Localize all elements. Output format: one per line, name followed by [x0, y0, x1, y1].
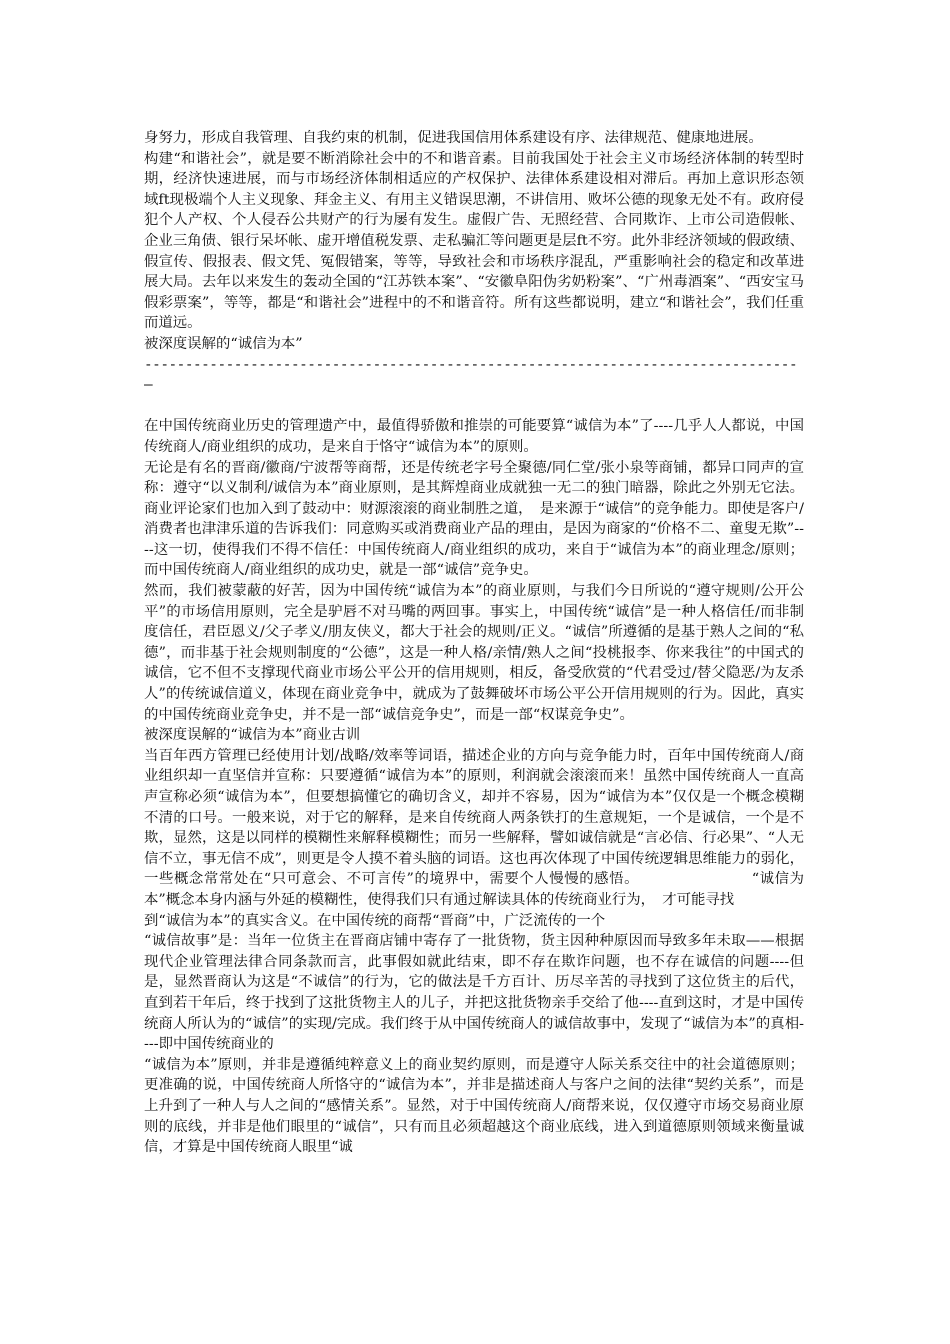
paragraph-management-heritage: 在中国传统商业历史的管理遗产中，最值得骄傲和推崇的可能要算“诚信为本”了----几乎人人都说，中国传统商人/商业组织的成功，是来自于恪守“诚信为本”的原则。: [144, 418, 804, 455]
dashed-divider: --------------------------------------------------------------------------------: [144, 356, 798, 373]
section-heading-misunderstood: 被深度误解的“诚信为本”: [144, 335, 303, 352]
section-heading-commercial-motto: 被深度误解的“诚信为本”商业古训: [144, 727, 361, 744]
paragraph-honesty-story: “诚信故事”是：当年一位货主在晋商店铺中寄存了一批货物，货主因种种原因而导致多年未取——根据现代企业管理法律合同条款而言，此事假如就此结束，即不存在欺诈问题，也不存在诚信的问题----但是，显然晋商认为这是“不诚信”的行为，它的做法是千方百计、历尽辛苦的寻找到了这位货主的后代，直到若干年后，终于找到了这批货物主人的儿子，并把这批货物亲手交给了他----直到这时，才是中国传统商人所认为的“诚信”的实现/完成。我们终于从中国传统商人的诚信故事中，发现了“诚信为本”的真相----即中国传统商业的: [144, 933, 804, 1053]
paragraph-merchant-groups: 无论是有名的晋商/徽商/宁波帮等商帮，还是传统老字号全聚德/同仁堂/张小泉等商铺，都异口同声的宣称：遵守“以义制利/诚信为本”商业原则，是其辉煌商业成就独一无二的独门暗器，除此之外别无它法。商业评论家们也加入到了鼓动中：财源滚滚的商业制胜之道， 是来源于“诚信”的竞争能力。即使是客户/消费者也津津乐道的告诉我们：同意购买或消费商业产品的理由，是因为商家的“价格不二、童叟无欺”----这一切，使得我们不得不信任：中国传统商人/商业组织的成功，来自于“诚信为本”的商业理念/原则；而中国传统商人/商业组织的成功史，就是一部“诚信”竞争史。: [144, 459, 804, 579]
paragraph-deceived: 然而，我们被蒙蔽的好苦，因为中国传统“诚信为本”的商业原则，与我们今日所说的“遵守规则/公开公平”的市场信用原则，完全是驴唇不对马嘴的两回事。事实上，中国传统“诚信”是一种人格信任/而非制度信任，君臣恩义/父子孝义/朋友侠义，都大于社会的规则/正义。“诚信”所遵循的是基于熟人之间的“私德”，而非基于社会规则制度的“公德”，这是一种人格/亲情/熟人之间“投桃报李、你来我往”的中国式的诚信，它不但不支撑现代商业市场公平公开的信用规则，相反，备受欣赏的“代君受过/替父隐恶/为友杀人”的传统诚信道义，体现在商业竞争中，就成为了鼓舞破坏市场公平公开信用规则的行为。因此，真实的中国传统商业竞争史，并不是一部“诚信竞争史”，而是一部“权谋竞争史”。: [144, 583, 804, 723]
paragraph-jin-merchants-line: 到“诚信为本”的真实含义。在中国传统的商帮“晋商”中，广泛流传的一个: [144, 912, 606, 929]
paragraph-intro: 身努力，形成自我管理、自我约束的机制，促进我国信用体系建设有序、法律规范、健康地进展。: [144, 130, 763, 146]
paragraph-western-management: 当百年西方管理已经使用计划/战略/效率等词语，描述企业的方向与竞争能力时，百年中国传统商人/商业组织却一直坚信并宣称：只要遵循“诚信为本”的原则，利润就会滚滚而来！虽然中国传统商人一直高声宣称必须“诚信为本”，但要想搞懂它的确切含义，却并不容易，因为“诚信为本”仅仅是一个概念模糊不清的口号。一般来说，对于它的解释，是来自传统商人两条铁打的生意规矩，一个是诚信，一个是不欺，显然，这是以同样的模糊性来解释模糊性；而另一些解释，譬如诚信就是“言必信、行必果”、“人无信不立，事无信不成”，则更是令人摸不着头脑的词语。这也再次体现了中国传统逻辑思维能力的弱化，一些概念常常处在“只可意会、不可言传”的境界中，需要个人慢慢的感悟。 “诚信为本”概念本身内涵与外延的模糊性，使得我们只有通过解读具体的传统商业行为， 才可能寻找: [144, 747, 804, 908]
paragraph-harmonious-society: 构建“和谐社会”，就是要不断消除社会中的不和谐音素。目前我国处于社会主义市场经济体制的转型时期，经济快速进展，而与市场经济体制相适应的产权保护、法律体系建设相对滞后。再加上意识形态领域ft现极端个人主义现象、拜金主义、有用主义错误思潮，不讲信用、败坏公德的现象无处不有。政府侵犯个人产权、个人侵吞公共财产的行为屡有发生。虚假广告、无照经营、合同欺诈、上市公司造假帐、企业三角债、银行呆坏帐、虚开增值税发票、走私骗汇等问题更是层ft不穷。此外非经济领域的假政绩、假宣传、假报表、假文凭、冤假错案，等等，导致社会和市场秩序混乱，严重影响社会的稳定和改革进展大局。去年以来发生的轰动全国的“江苏铁本案”、“安徽阜阳伪劣奶粉案”、“广州毒酒案”、“西安宝马假彩票案”，等等，都是“和谐社会”进程中的不和谐音符。所有这些都说明，建立“和谐社会”，我们任重而道远。: [144, 150, 804, 332]
dashed-divider-tail: –: [144, 377, 153, 394]
blank-line: [144, 396, 804, 417]
document-page: [144, 128, 804, 1158]
paragraph-honesty-principle: “诚信为本”原则，并非是遵循纯粹意义上的商业契约原则，而是遵守人际关系交往中的社会道德原则；更准确的说，中国传统商人所恪守的“诚信为本”，并非是描述商人与客户之间的法律“契约关系”，而是上升到了一种人与人之间的“感情关系”。显然，对于中国传统商人/商帮来说，仅仅遵守市场交易商业原则的底线，并非是他们眼里的“诚信”，只有而且必须超越这个商业底线，进入到道德原则领域来衡量诚信，才算是中国传统商人眼里“诚: [144, 1056, 804, 1156]
